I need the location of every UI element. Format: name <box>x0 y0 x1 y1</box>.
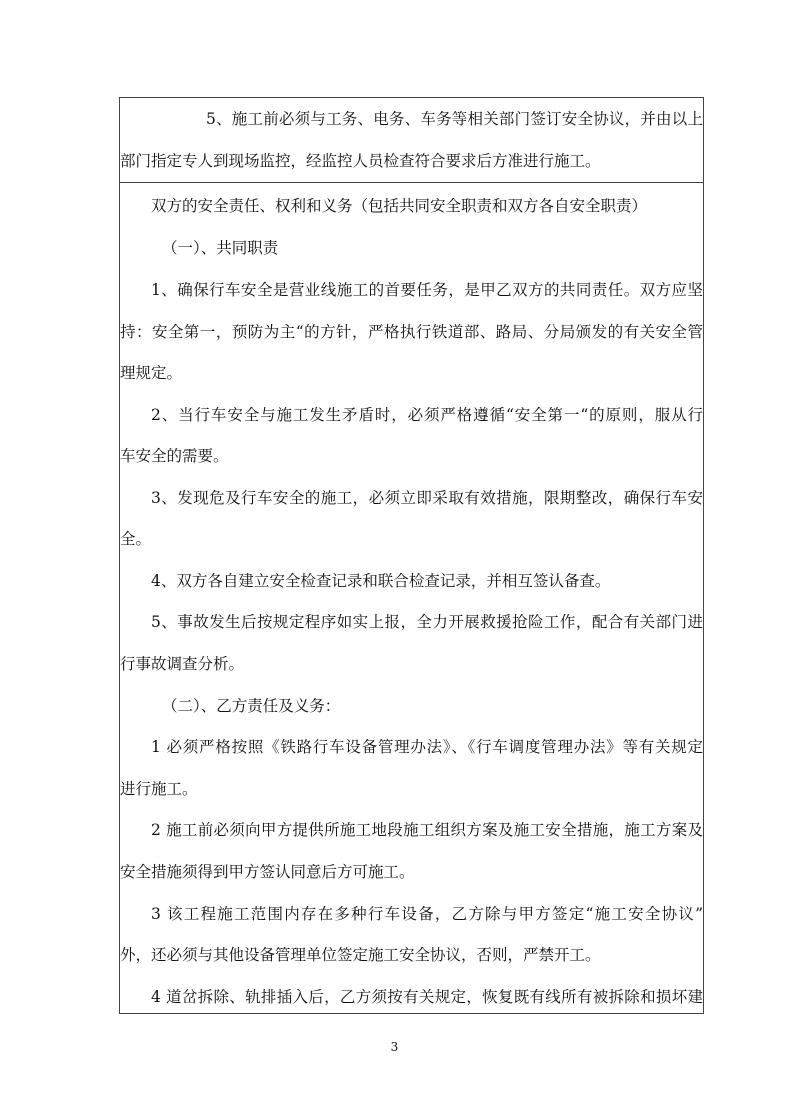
paragraph-line: 车安全的需要。 <box>120 447 229 465</box>
paragraph-line: 4、双方各自建立安全检查记录和联合检查记录，并相互签认备查。 <box>151 572 611 590</box>
paragraph-line: 部门指定专人到现场监控，经监控人员检查符合要求后方准进行施工。 <box>120 152 601 170</box>
section-title: （一）、共同职责 <box>162 239 279 257</box>
section-heading: 双方的安全责任、权利和义务（包括共同安全职责和双方各自安全职责） <box>151 197 648 215</box>
document-table <box>119 97 704 1014</box>
paragraph-line: 安全措施须得到甲方签认同意后方可施工。 <box>120 863 415 881</box>
paragraph-line: 3、发现危及行车安全的施工，必须立即采取有效措施，限期整改，确保行车安 <box>151 489 703 507</box>
paragraph-line: 1 必须严格按照《铁路行车设备管理办法》、《行车调度管理办法》等有关规定 <box>151 738 703 756</box>
paragraph-line: 3 该工程施工范围内存在多种行车设备，乙方除与甲方签定“施工安全协议” <box>151 905 703 923</box>
section-title: （二）、乙方责任及义务： <box>162 697 341 715</box>
paragraph-line: 外，还必须与其他设备管理单位签定施工安全协议，否则，严禁开工。 <box>120 946 601 964</box>
paragraph-line: 4 道岔拆除、轨排插入后，乙方须按有关规定，恢复既有线所有被拆除和损坏建 <box>151 988 703 1006</box>
paragraph-line: 5、施工前必须与工务、电务、车务等相关部门签订安全协议，并由以上 <box>206 110 703 128</box>
page-number: 3 <box>390 1040 399 1054</box>
paragraph-line: 2 施工前必须向甲方提供所施工地段施工组织方案及施工安全措施，施工方案及 <box>151 821 703 839</box>
paragraph-line: 5、事故发生后按规定程序如实上报，全力开展救援抢险工作，配合有关部门进 <box>151 613 703 631</box>
paragraph-line: 理规定。 <box>120 364 183 382</box>
paragraph-line: 1、确保行车安全是营业线施工的首要任务，是甲乙双方的共同责任。双方应坚 <box>151 281 703 299</box>
paragraph-line: 行事故调查分析。 <box>120 655 245 673</box>
paragraph-line: 2、当行车安全与施工发生矛盾时，必须严格遵循“安全第一“的原则，服从行 <box>151 406 703 424</box>
table-cell-construction-agreement <box>120 98 703 183</box>
paragraph-line: 全。 <box>120 530 152 548</box>
paragraph-line: 进行施工。 <box>120 780 198 798</box>
paragraph-line: 持：安全第一，预防为主“的方针，严格执行铁道部、路局、分局颁发的有关安全管 <box>120 323 703 341</box>
